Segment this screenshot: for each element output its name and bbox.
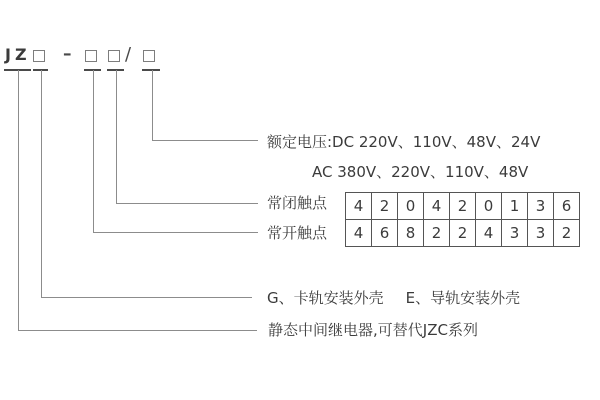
connector-vertical-shell	[41, 70, 42, 297]
rated-voltage-dc-label: 额定电压:DC 220V、110V、48V、24V	[267, 133, 541, 151]
nc-cell: 4	[424, 193, 450, 220]
no-cell: 3	[502, 220, 528, 247]
connector-vertical-no-contacts	[93, 70, 94, 232]
model-digit-box-nc-contacts	[108, 50, 120, 62]
shell-options-label	[267, 289, 520, 307]
connector-vertical-nc-contacts	[116, 70, 117, 203]
model-digit-box-voltage	[143, 50, 155, 62]
contact-count-table	[345, 192, 580, 247]
connector-vertical-series	[18, 70, 19, 330]
nc-cell: 4	[346, 193, 372, 220]
nc-cell: 1	[502, 193, 528, 220]
model-dash-separator: –	[63, 44, 72, 64]
model-digit-box-no-contacts	[85, 50, 97, 62]
model-digit-box-shell	[33, 50, 45, 62]
nc-cell: 2	[450, 193, 476, 220]
no-cell: 3	[528, 220, 554, 247]
shell-option-e-label: E、导轨安装外壳	[405, 289, 521, 307]
model-prefix-text: JZ	[5, 45, 31, 64]
no-contacts-row	[346, 220, 580, 247]
no-cell: 4	[476, 220, 502, 247]
rated-voltage-ac-label: AC 380V、220V、110V、48V	[312, 163, 529, 181]
connector-horizontal-shell	[41, 297, 252, 298]
nc-cell: 2	[372, 193, 398, 220]
no-cell: 4	[346, 220, 372, 247]
series-description-label: 静态中间继电器,可替代JZC系列	[268, 321, 478, 339]
nc-cell: 0	[398, 193, 424, 220]
nc-contacts-label: 常闭触点	[267, 194, 328, 212]
no-contacts-label: 常开触点	[267, 224, 328, 242]
nc-cell: 0	[476, 193, 502, 220]
connector-horizontal-voltage	[152, 140, 258, 141]
connector-vertical-voltage	[152, 70, 153, 140]
underline-voltage-box	[142, 69, 160, 71]
nc-cell: 6	[554, 193, 580, 220]
no-cell: 2	[554, 220, 580, 247]
shell-option-g-label: G、卡轨安装外壳	[267, 289, 384, 307]
no-cell: 6	[372, 220, 398, 247]
model-slash-separator: /	[125, 44, 132, 65]
connector-horizontal-nc-contacts	[116, 203, 258, 204]
no-cell: 2	[424, 220, 450, 247]
no-cell: 2	[450, 220, 476, 247]
connector-horizontal-series	[18, 330, 257, 331]
no-cell: 8	[398, 220, 424, 247]
nc-contacts-row	[346, 193, 580, 220]
connector-horizontal-no-contacts	[93, 232, 258, 233]
nc-cell: 3	[528, 193, 554, 220]
